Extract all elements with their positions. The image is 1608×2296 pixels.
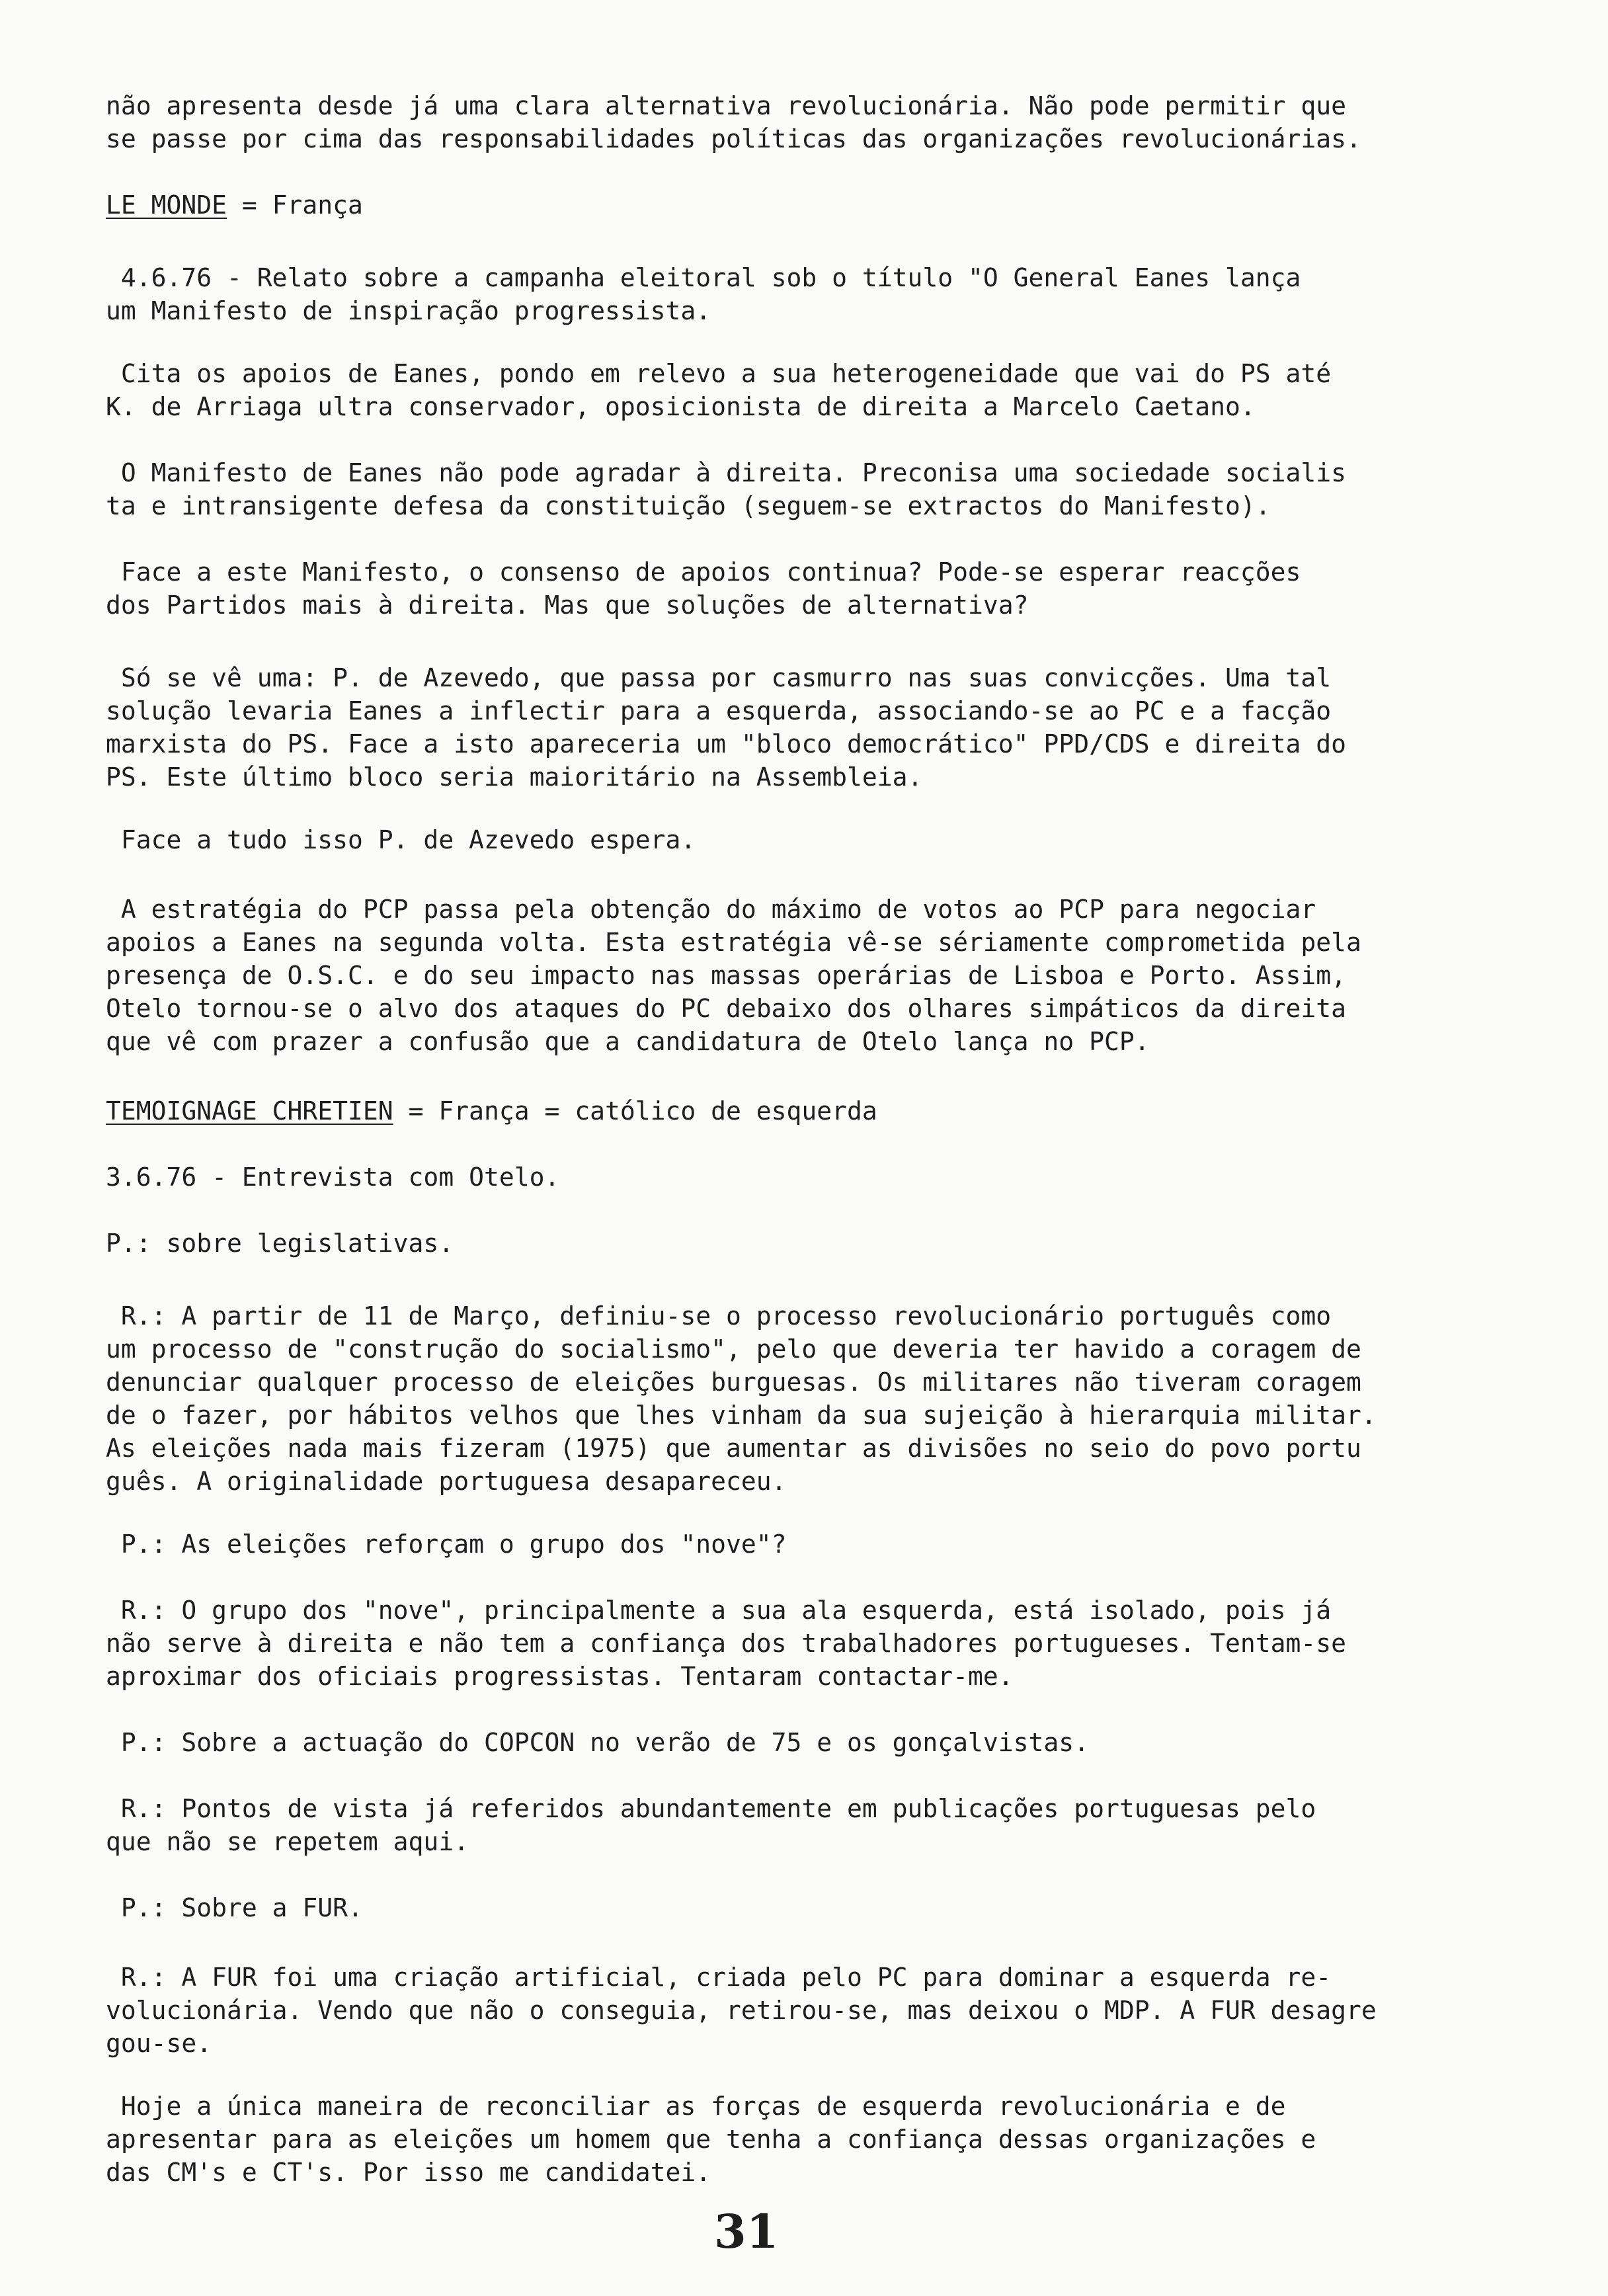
paragraph-question: P.: Sobre a FUR. <box>106 1893 363 1922</box>
paragraph-answer: R.: A partir de 11 de Março, definiu-se o processo revolucionário português como um processo de "construção do socialismo", pelo que deveria ter havido a coragem de denunciar qualquer processo de eleições burguesas. Os militares não tiveram coragem de o fazer, por hábitos velhos que lhes vinham da sua sujeição à hierarquia militar. As eleições nada mais fizeram (1975) que aumentar as divisões no seio do povo portu guês. A originalidade portuguesa desapareceu. <box>106 1301 1377 1496</box>
page-number: 31 <box>714 2204 779 2259</box>
paragraph-answer: R.: O grupo dos "nove", principalmente a sua ala esquerda, está isolado, pois já não serve à direita e não tem a confiança dos trabalhadores portugueses. Tentam-se aproximar dos oficiais progressistas. Tentaram contactar-me. <box>106 1596 1346 1691</box>
paragraph-answer: R.: Pontos de vista já referidos abundantemente em publicações portuguesas pelo que não se repetem aqui. <box>106 1794 1316 1856</box>
paragraph-continuation: não apresenta desde já uma clara alternativa revolucionária. Não pode permitir que se passe por cima das responsabilidades políticas das organizações revolucionárias. <box>106 91 1361 153</box>
source-name: LE MONDE <box>106 190 227 220</box>
paragraph-apoios: Cita os apoios de Eanes, pondo em relevo a sua heterogeneidade que vai do PS até K. de Arriaga ultra conservador, oposicionista de direita a Marcelo Caetano. <box>106 359 1332 421</box>
paragraph-entrevista: 3.6.76 - Entrevista com Otelo. <box>106 1163 560 1192</box>
paragraph-estrategia: A estratégia do PCP passa pela obtenção do máximo de votos ao PCP para negociar apoios a Eanes na segunda volta. Esta estratégia vê-se sériamente comprometida pela presença de O.S.C. e do seu impacto nas massas operárias de Lisboa e Porto. Assim, Otelo tornou-se o alvo dos ataques do PC debaixo dos olhares simpáticos da direita que vê com prazer a confusão que a candidatura de Otelo lança no PCP. <box>106 895 1361 1056</box>
paragraph-manifesto: O Manifesto de Eanes não pode agradar à direita. Preconisa uma sociedade socialis ta e intransigente defesa da constituição (seguem-se extractos do Manifesto). <box>106 458 1346 520</box>
paragraph-answer: Hoje a única maneira de reconciliar as forças de esquerda revolucionária e de apresentar para as eleições um homem que tenha a confiança dessas organizações e das CM's e CT's. Por isso me candidatei. <box>106 2092 1316 2187</box>
source-heading-temoignage: TEMOIGNAGE CHRETIEN = França = católico de esquerda <box>106 1096 877 1126</box>
paragraph-question: P.: sobre legislativas. <box>106 1229 454 1258</box>
paragraph-azevedo: Só se vê uma: P. de Azevedo, que passa por casmurro nas suas convicções. Uma tal solução levaria Eanes a inflectir para a esquerda, associando-se ao PC e a facção marxista do PS. Face a isto apareceria um "bloco democrático" PPD/CDS e direita do PS. Este último bloco seria maioritário na Assembleia. <box>106 663 1346 792</box>
paragraph-answer: R.: A FUR foi uma criação artificial, criada pelo PC para dominar a esquerda re- volucionária. Vendo que não o conseguia, retirou-se, mas deixou o MDP. A FUR desagre gou-se. <box>106 1963 1377 2058</box>
paragraph-question: P.: As eleições reforçam o grupo dos "nove"? <box>106 1530 787 1559</box>
paragraph-espera: Face a tudo isso P. de Azevedo espera. <box>106 825 696 854</box>
source-name: TEMOIGNAGE CHRETIEN <box>106 1096 393 1126</box>
source-heading-le-monde: LE MONDE = França <box>106 190 363 220</box>
paragraph-question: P.: Sobre a actuação do COPCON no verão de 75 e os gonçalvistas. <box>106 1728 1090 1757</box>
paragraph-consenso: Face a este Manifesto, o consenso de apoios continua? Pode-se esperar reacções dos Partidos mais à direita. Mas que soluções de alternativa? <box>106 557 1301 620</box>
paragraph-relato: 4.6.76 - Relato sobre a campanha eleitoral sob o título "O General Eanes lança um Manifesto de inspiração progressista. <box>106 263 1301 325</box>
